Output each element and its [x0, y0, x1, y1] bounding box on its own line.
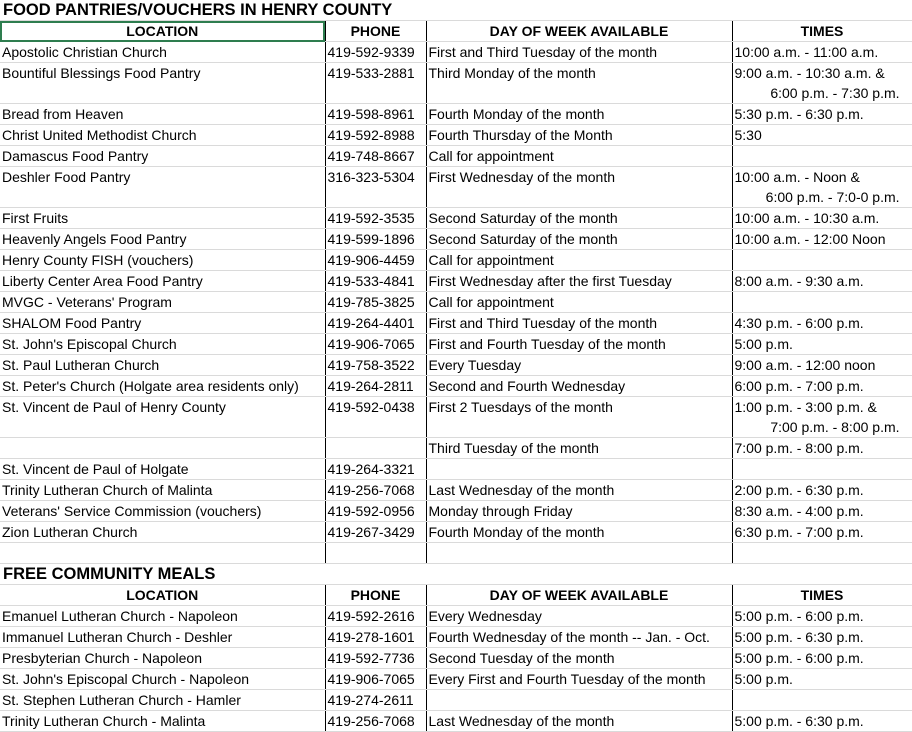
location-cell[interactable] [0, 313, 325, 334]
table-row [0, 648, 912, 669]
header-phone[interactable]: PHONE [325, 585, 426, 606]
table-row [0, 104, 912, 125]
table-row [0, 125, 912, 146]
table-row [0, 355, 912, 376]
table-row [0, 167, 912, 208]
header-location[interactable]: LOCATION [0, 21, 325, 42]
phone-cell[interactable] [325, 397, 426, 438]
phone-cell-text: 419-592-0438 [327, 399, 415, 415]
location-cell-text: First Fruits [2, 210, 69, 226]
phone-cell[interactable] [325, 627, 426, 648]
location-cell[interactable] [0, 459, 325, 480]
header-phone[interactable]: PHONE [325, 21, 426, 42]
times-cell[interactable] [732, 250, 912, 271]
times-line-1: 5:00 p.m. [734, 336, 793, 352]
phone-cell[interactable] [325, 313, 426, 334]
day-cell[interactable] [426, 125, 732, 146]
times-cell[interactable] [732, 63, 912, 104]
empty-cell[interactable] [0, 543, 325, 564]
times-cell[interactable] [732, 42, 912, 63]
phone-cell[interactable] [325, 480, 426, 501]
phone-cell[interactable] [325, 250, 426, 271]
phone-cell-text: 419-592-3535 [327, 210, 415, 226]
times-cell[interactable] [732, 104, 912, 125]
times-line-1: 7:00 p.m. - 8:00 p.m. [734, 440, 864, 456]
location-cell-text: Bread from Heaven [2, 106, 124, 122]
location-cell-text: Trinity Lutheran Church - Malinta [2, 713, 206, 729]
phone-cell-text: 419-264-2811 [327, 378, 414, 394]
location-cell[interactable] [0, 606, 325, 627]
header-times[interactable]: TIMES [732, 21, 912, 42]
day-cell[interactable] [426, 104, 732, 125]
day-cell-text: First and Fourth Tuesday of the month [428, 336, 666, 352]
table-row [0, 459, 912, 480]
location-cell-text: St. Paul Lutheran Church [2, 357, 160, 373]
day-cell[interactable] [426, 669, 732, 690]
times-line-1: 8:00 a.m. - 9:30 a.m. [734, 273, 864, 289]
phone-cell[interactable] [325, 334, 426, 355]
times-cell[interactable] [732, 669, 912, 690]
day-cell-text: Second Tuesday of the month [428, 650, 615, 666]
phone-cell-text: 419-785-3825 [327, 294, 415, 310]
times-cell[interactable] [732, 690, 912, 711]
day-cell-text: Third Monday of the month [428, 65, 596, 81]
table-row [0, 271, 912, 292]
location-cell[interactable] [0, 63, 325, 104]
location-cell[interactable] [0, 146, 325, 167]
phone-cell-text: 419-592-7736 [327, 650, 415, 666]
times-cell[interactable] [732, 271, 912, 292]
phone-cell[interactable] [325, 104, 426, 125]
day-cell-text: Call for appointment [428, 294, 554, 310]
times-line-1: 10:00 a.m. - 12:00 Noon [734, 231, 886, 247]
times-cell[interactable] [732, 648, 912, 669]
location-cell[interactable] [0, 229, 325, 250]
header-location[interactable]: LOCATION [0, 585, 325, 606]
location-cell[interactable] [0, 42, 325, 63]
times-cell[interactable] [732, 146, 912, 167]
times-line-1: 5:30 p.m. - 6:30 p.m. [734, 106, 864, 122]
times-line-1: 5:00 p.m. [734, 671, 793, 687]
times-line-1: 5:00 p.m. - 6:30 p.m. [734, 629, 864, 645]
location-cell[interactable] [0, 208, 325, 229]
location-cell-text: Trinity Lutheran Church of Malinta [2, 482, 213, 498]
phone-cell[interactable] [325, 459, 426, 480]
day-cell[interactable] [426, 648, 732, 669]
section-title-food-pantries[interactable]: FOOD PANTRIES/VOUCHERS IN HENRY COUNTY [0, 0, 912, 21]
phone-cell-text: 419-758-3522 [327, 357, 415, 373]
table-row [0, 63, 912, 104]
location-cell-text: St. Vincent de Paul of Holgate [2, 461, 189, 477]
empty-cell[interactable] [732, 543, 912, 564]
phone-cell[interactable] [325, 292, 426, 313]
spacer-body [0, 543, 912, 564]
location-cell-text: SHALOM Food Pantry [2, 315, 142, 331]
day-cell[interactable] [426, 313, 732, 334]
phone-cell-text: 419-906-7065 [327, 671, 415, 687]
location-cell-text: Damascus Food Pantry [2, 148, 149, 164]
location-cell[interactable] [0, 355, 325, 376]
day-cell[interactable] [426, 63, 732, 104]
location-cell[interactable] [0, 648, 325, 669]
times-cell[interactable] [732, 438, 912, 459]
day-cell[interactable] [426, 711, 732, 732]
location-cell-text: MVGC - Veterans' Program [2, 294, 172, 310]
phone-cell[interactable] [325, 690, 426, 711]
section-title-row [0, 0, 912, 21]
day-cell-text: Fourth Thursday of the Month [428, 127, 613, 143]
table-row [0, 313, 912, 334]
times-cell[interactable] [732, 522, 912, 543]
day-cell[interactable] [426, 397, 732, 438]
phone-cell-text: 419-533-2881 [327, 65, 415, 81]
table-row [0, 522, 912, 543]
day-cell-text: First Wednesday of the month [428, 169, 615, 185]
times-cell[interactable] [732, 334, 912, 355]
times-line-1: 5:30 [734, 127, 762, 143]
day-cell[interactable] [426, 355, 732, 376]
phone-cell-text: 419-599-1896 [327, 231, 415, 247]
table-row [0, 690, 912, 711]
location-cell[interactable] [0, 711, 325, 732]
times-line-1: 1:00 p.m. - 3:00 p.m. & [734, 399, 877, 415]
location-cell[interactable] [0, 104, 325, 125]
phone-cell[interactable] [325, 42, 426, 63]
phone-cell[interactable] [325, 438, 426, 459]
times-cell[interactable] [732, 355, 912, 376]
day-cell[interactable] [426, 167, 732, 208]
phone-cell[interactable] [325, 167, 426, 208]
table-row [0, 438, 912, 459]
times-line-1: 2:00 p.m. - 6:30 p.m. [734, 482, 864, 498]
table-row [0, 146, 912, 167]
table-row [0, 501, 912, 522]
times-line-2: 7:00 p.m. - 8:00 p.m. [770, 419, 900, 435]
times-cell[interactable] [732, 376, 912, 397]
phone-cell-text: 419-592-8988 [327, 127, 415, 143]
times-cell[interactable] [732, 480, 912, 501]
phone-cell-text: 419-592-0956 [327, 503, 415, 519]
times-cell[interactable] [732, 459, 912, 480]
day-cell[interactable] [426, 501, 732, 522]
day-cell-text: Every Tuesday [428, 357, 522, 373]
day-cell-text: First 2 Tuesdays of the month [428, 399, 613, 415]
header-day[interactable]: DAY OF WEEK AVAILABLE [426, 21, 732, 42]
phone-cell-text: 419-748-8667 [327, 148, 415, 164]
phone-cell-text: 316-323-5304 [327, 169, 415, 185]
header-times[interactable]: TIMES [732, 585, 912, 606]
table-row [0, 42, 912, 63]
times-cell[interactable] [732, 501, 912, 522]
phone-cell[interactable] [325, 648, 426, 669]
phone-cell[interactable] [325, 125, 426, 146]
phone-cell[interactable] [325, 63, 426, 104]
location-cell-text: Presbyterian Church - Napoleon [2, 650, 202, 666]
day-cell-text: Monday through Friday [428, 503, 573, 519]
location-cell-text: St. Vincent de Paul of Henry County [2, 399, 226, 415]
location-cell-text: Heavenly Angels Food Pantry [2, 231, 187, 247]
times-line-1: 6:00 p.m. - 7:00 p.m. [734, 378, 864, 394]
times-line-1: 5:00 p.m. - 6:30 p.m. [734, 713, 864, 729]
section-title-row [0, 564, 912, 585]
header-row [0, 585, 912, 606]
location-cell[interactable] [0, 627, 325, 648]
table-row [0, 292, 912, 313]
location-cell-text: Christ United Methodist Church [2, 127, 197, 143]
location-cell-text: St. John's Episcopal Church - Napoleon [2, 671, 250, 687]
table-row [0, 229, 912, 250]
phone-cell-text: 419-592-2616 [327, 608, 415, 624]
day-cell[interactable] [426, 459, 732, 480]
day-cell-text: First and Third Tuesday of the month [428, 44, 658, 60]
times-line-1: 5:00 p.m. - 6:00 p.m. [734, 650, 864, 666]
times-cell[interactable] [732, 229, 912, 250]
day-cell-text: Second and Fourth Wednesday [428, 378, 626, 394]
phone-cell-text: 419-592-9339 [327, 44, 415, 60]
times-line-1: 4:30 p.m. - 6:00 p.m. [734, 315, 864, 331]
day-cell[interactable] [426, 42, 732, 63]
table-row [0, 376, 912, 397]
table-row [0, 606, 912, 627]
times-cell[interactable] [732, 292, 912, 313]
day-cell[interactable] [426, 690, 732, 711]
table-row [0, 250, 912, 271]
phone-cell[interactable] [325, 711, 426, 732]
day-cell[interactable] [426, 229, 732, 250]
times-line-1: 9:00 a.m. - 10:30 a.m. & [734, 65, 885, 81]
times-cell[interactable] [732, 313, 912, 334]
section-title-community-meals[interactable]: FREE COMMUNITY MEALS [0, 564, 912, 585]
day-cell-text: Fourth Monday of the month [428, 106, 605, 122]
location-cell-text: Liberty Center Area Food Pantry [2, 273, 203, 289]
header-day[interactable]: DAY OF WEEK AVAILABLE [426, 585, 732, 606]
location-cell-text: Apostolic Christian Church [2, 44, 167, 60]
phone-cell-text: 419-278-1601 [327, 629, 415, 645]
location-cell[interactable] [0, 438, 325, 459]
day-cell-text: First and Third Tuesday of the month [428, 315, 658, 331]
phone-cell[interactable] [325, 146, 426, 167]
location-cell-text: Deshler Food Pantry [2, 169, 131, 185]
phone-cell[interactable] [325, 669, 426, 690]
location-cell-text: St. Peter's Church (Holgate area residents only) [2, 378, 299, 394]
times-cell[interactable] [732, 711, 912, 732]
day-cell-text: Last Wednesday of the month [428, 713, 615, 729]
phone-cell-text: 419-256-7068 [327, 482, 415, 498]
phone-cell[interactable] [325, 208, 426, 229]
day-cell-text: Last Wednesday of the month [428, 482, 615, 498]
location-cell[interactable] [0, 292, 325, 313]
times-cell[interactable] [732, 125, 912, 146]
phone-cell[interactable] [325, 355, 426, 376]
day-cell[interactable] [426, 250, 732, 271]
phone-cell-text: 419-274-2611 [327, 692, 414, 708]
location-cell[interactable] [0, 271, 325, 292]
phone-cell[interactable] [325, 229, 426, 250]
location-cell-text: Veterans' Service Commission (vouchers) [2, 503, 262, 519]
times-cell[interactable] [732, 606, 912, 627]
location-cell[interactable] [0, 250, 325, 271]
table-row [0, 208, 912, 229]
phone-cell-text: 419-264-4401 [327, 315, 415, 331]
location-cell-text: St. Stephen Lutheran Church - Hamler [2, 692, 241, 708]
location-cell[interactable] [0, 167, 325, 208]
empty-cell[interactable] [325, 543, 426, 564]
phone-cell[interactable] [325, 501, 426, 522]
day-cell-text: Every Wednesday [428, 608, 542, 624]
phone-cell-text: 419-906-7065 [327, 336, 415, 352]
day-cell[interactable] [426, 480, 732, 501]
location-cell-text: St. John's Episcopal Church [2, 336, 177, 352]
times-line-2: 6:00 p.m. - 7:0-0 p.m. [765, 189, 900, 205]
times-line-1: 6:30 p.m. - 7:00 p.m. [734, 524, 864, 540]
day-cell-text: Fourth Monday of the month [428, 524, 605, 540]
times-cell[interactable] [732, 167, 912, 208]
times-cell[interactable] [732, 627, 912, 648]
times-line-1: 10:00 a.m. - 11:00 a.m. [734, 44, 879, 60]
times-line-2: 6:00 p.m. - 7:30 p.m. [770, 85, 900, 101]
header-row [0, 21, 912, 42]
community-meals-body [0, 564, 912, 732]
empty-cell[interactable] [426, 543, 732, 564]
day-cell-text: Third Tuesday of the month [428, 440, 599, 456]
location-cell-text: Emanuel Lutheran Church - Napoleon [2, 608, 238, 624]
day-cell-text: Second Saturday of the month [428, 231, 618, 247]
day-cell[interactable] [426, 606, 732, 627]
phone-cell[interactable] [325, 271, 426, 292]
day-cell[interactable] [426, 438, 732, 459]
table-row [0, 480, 912, 501]
location-cell[interactable] [0, 376, 325, 397]
day-cell[interactable] [426, 522, 732, 543]
location-cell[interactable] [0, 522, 325, 543]
phone-cell[interactable] [325, 606, 426, 627]
day-cell-text: Call for appointment [428, 148, 554, 164]
location-cell[interactable] [0, 669, 325, 690]
location-cell[interactable] [0, 501, 325, 522]
day-cell[interactable] [426, 376, 732, 397]
day-cell[interactable] [426, 627, 732, 648]
phone-cell-text: 419-533-4841 [327, 273, 415, 289]
location-cell-text: Immanuel Lutheran Church - Deshler [2, 629, 233, 645]
phone-cell-text: 419-264-3321 [327, 461, 415, 477]
phone-cell-text: 419-256-7068 [327, 713, 415, 729]
day-cell-text: Call for appointment [428, 252, 554, 268]
location-cell[interactable] [0, 480, 325, 501]
day-cell[interactable] [426, 271, 732, 292]
times-line-1: 10:00 a.m. - Noon & [734, 169, 860, 185]
table-row [0, 397, 912, 438]
table-row [0, 711, 912, 732]
location-cell[interactable] [0, 690, 325, 711]
times-line-1: 8:30 a.m. - 4:00 p.m. [734, 503, 864, 519]
day-cell[interactable] [426, 334, 732, 355]
location-cell-text: Zion Lutheran Church [2, 524, 138, 540]
day-cell-text: Fourth Wednesday of the month -- Jan. - Oct. [428, 629, 710, 645]
location-cell[interactable] [0, 334, 325, 355]
location-cell-text: Bountiful Blessings Food Pantry [2, 65, 201, 81]
times-cell[interactable] [732, 208, 912, 229]
phone-cell-text: 419-267-3429 [327, 524, 415, 540]
phone-cell[interactable] [325, 522, 426, 543]
day-cell-text: Every First and Fourth Tuesday of the month [428, 671, 706, 687]
phone-cell[interactable] [325, 376, 426, 397]
times-line-1: 5:00 p.m. - 6:00 p.m. [734, 608, 864, 624]
phone-cell-text: 419-906-4459 [327, 252, 415, 268]
times-line-1: 10:00 a.m. - 10:30 a.m. [734, 210, 880, 226]
times-line-1: 9:00 a.m. - 12:00 noon [734, 357, 876, 373]
table-row [0, 669, 912, 690]
location-cell[interactable] [0, 397, 325, 438]
day-cell-text: First Wednesday after the first Tuesday [428, 273, 672, 289]
day-cell[interactable] [426, 292, 732, 313]
location-cell[interactable] [0, 125, 325, 146]
table-row [0, 627, 912, 648]
phone-cell-text: 419-598-8961 [327, 106, 415, 122]
day-cell-text: Second Saturday of the month [428, 210, 618, 226]
table-row [0, 334, 912, 355]
day-cell[interactable] [426, 146, 732, 167]
blank-row [0, 543, 912, 564]
location-cell-text: Henry County FISH (vouchers) [2, 252, 194, 268]
times-cell[interactable] [732, 397, 912, 438]
day-cell[interactable] [426, 208, 732, 229]
